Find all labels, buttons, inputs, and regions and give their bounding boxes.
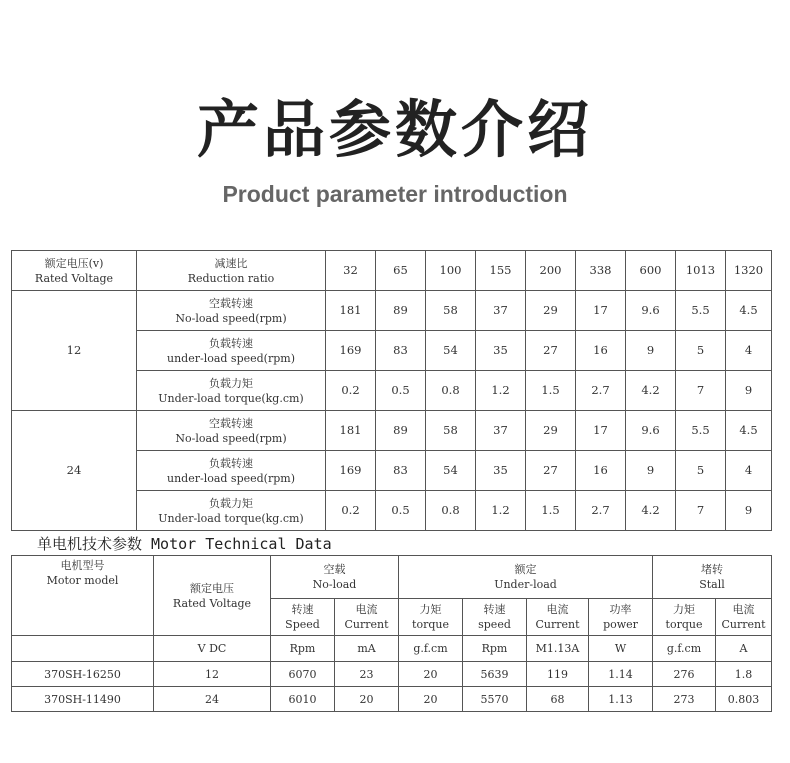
value-cell: 7 — [676, 491, 726, 531]
row-label-en: Under-load torque(kg.cm) — [158, 391, 304, 405]
value-cell: 17 — [576, 411, 626, 451]
value-cell: 29 — [526, 291, 576, 331]
value-cell: 37 — [476, 411, 526, 451]
sub-header-en: speed — [478, 618, 511, 631]
value-cell: 37 — [476, 291, 526, 331]
value-cell: 20 — [399, 687, 463, 712]
sub-header-cell — [271, 599, 335, 636]
units-row — [12, 636, 772, 662]
value-cell: 35 — [476, 331, 526, 371]
row-label-cell — [137, 411, 326, 451]
unit-cell: W — [589, 636, 653, 662]
stall-header-cell — [653, 556, 772, 599]
unit-cell: g.f.cm — [653, 636, 716, 662]
model-cell: 370SH-11490 — [12, 687, 154, 712]
sub-header-cell — [653, 599, 716, 636]
value-cell: 1.8 — [716, 662, 772, 687]
sub-header-cn: 转速 — [291, 603, 314, 616]
value-cell: 0.5 — [376, 491, 426, 531]
value-cell: 5.5 — [676, 411, 726, 451]
row-label-cn: 空载转速 — [209, 416, 253, 430]
value-cell: 9.6 — [626, 411, 676, 451]
table-header-row — [12, 251, 772, 291]
unit-cell: Rpm — [271, 636, 335, 662]
value-cell: 20 — [399, 662, 463, 687]
sub-header-en: Speed — [285, 618, 320, 631]
row-label-cell — [137, 491, 326, 531]
ratio-header-200: 200 — [526, 251, 576, 291]
sub-header-cn: 力矩 — [419, 603, 442, 616]
motor-table-body — [12, 556, 772, 712]
model-header-cell — [12, 556, 154, 636]
value-cell: 5570 — [463, 687, 527, 712]
sub-header-en: power — [603, 618, 638, 631]
sub-header-cn: 电流 — [546, 603, 569, 616]
sub-header-cell — [335, 599, 399, 636]
model-cell: 370SH-16250 — [12, 662, 154, 687]
value-cell: 16 — [576, 331, 626, 371]
value-cell: 4 — [726, 331, 772, 371]
value-cell: 1.13 — [589, 687, 653, 712]
value-cell: 27 — [526, 331, 576, 371]
header-cn: 减速比 — [214, 256, 248, 270]
unit-cell: g.f.cm — [399, 636, 463, 662]
unit-cell: V DC — [154, 636, 271, 662]
value-cell: 7 — [676, 371, 726, 411]
table-row — [12, 687, 772, 712]
sub-header-en: torque — [665, 618, 703, 631]
value-cell: 9.6 — [626, 291, 676, 331]
value-cell: 54 — [426, 451, 476, 491]
sub-header-en: Current — [535, 618, 580, 631]
value-cell: 169 — [326, 451, 376, 491]
sub-header-en: Current — [344, 618, 389, 631]
underload-header-cell — [399, 556, 653, 599]
value-cell: 0.8 — [426, 491, 476, 531]
row-label-en: No-load speed(rpm) — [175, 431, 287, 445]
reduction-ratio-table — [11, 250, 772, 531]
header-cn: 空载 — [323, 563, 346, 576]
row-label-cn: 负载转速 — [209, 336, 253, 350]
sub-header-cell — [463, 599, 527, 636]
sub-header-cn: 电流 — [355, 603, 378, 616]
row-label-cell — [137, 371, 326, 411]
sub-header-cell — [399, 599, 463, 636]
value-cell: 1.2 — [476, 491, 526, 531]
value-cell: 29 — [526, 411, 576, 451]
sub-header-cell — [716, 599, 772, 636]
ratio-header-600: 600 — [626, 251, 676, 291]
header-en: Reduction ratio — [187, 271, 275, 285]
value-cell: 58 — [426, 291, 476, 331]
value-cell: 35 — [476, 451, 526, 491]
unit-cell: mA — [335, 636, 399, 662]
units-blank-cell — [12, 636, 154, 662]
value-cell: 9 — [626, 451, 676, 491]
value-cell: 6070 — [271, 662, 335, 687]
value-cell: 0.8 — [426, 371, 476, 411]
header-cn: 额定电压 — [190, 581, 234, 595]
unit-cell: M1.13A — [527, 636, 589, 662]
sub-header-cell — [589, 599, 653, 636]
value-cell: 0.803 — [716, 687, 772, 712]
ratio-header-32: 32 — [326, 251, 376, 291]
value-cell: 4.5 — [726, 411, 772, 451]
table-row — [12, 411, 772, 451]
header-cn: 额定 — [514, 563, 537, 576]
value-cell: 24 — [154, 687, 271, 712]
ratio-header-155: 155 — [476, 251, 526, 291]
value-cell: 1.5 — [526, 491, 576, 531]
value-cell: 4.2 — [626, 491, 676, 531]
sub-header-en: torque — [412, 618, 449, 631]
voltage-header-cell — [154, 556, 271, 636]
row-label-en: No-load speed(rpm) — [175, 311, 287, 325]
row-label-cell — [137, 291, 326, 331]
noload-header-cell — [271, 556, 399, 599]
page-title-cn: 产品参数介绍 — [196, 93, 593, 166]
value-cell: 9 — [726, 371, 772, 411]
row-label-cell — [137, 331, 326, 371]
header-en: Motor model — [46, 574, 119, 587]
unit-cell: Rpm — [463, 636, 527, 662]
row-label-cn: 空载转速 — [209, 296, 253, 310]
value-cell: 273 — [653, 687, 716, 712]
value-cell: 6010 — [271, 687, 335, 712]
sub-header-cn: 力矩 — [673, 603, 695, 616]
value-cell: 181 — [326, 411, 376, 451]
value-cell: 27 — [526, 451, 576, 491]
value-cell: 119 — [527, 662, 589, 687]
table-row — [12, 291, 772, 331]
value-cell: 276 — [653, 662, 716, 687]
table-header-row — [12, 556, 772, 599]
value-cell: 68 — [527, 687, 589, 712]
page-title-en: Product parameter introduction — [222, 181, 568, 207]
value-cell: 58 — [426, 411, 476, 451]
value-cell: 1.5 — [526, 371, 576, 411]
header-cn: 堵转 — [701, 563, 723, 576]
value-cell: 1.2 — [476, 371, 526, 411]
header-en: Rated Voltage — [172, 596, 252, 610]
header-en: Stall — [699, 578, 725, 591]
reduction-table-body — [12, 251, 772, 531]
value-cell: 2.7 — [576, 371, 626, 411]
row-label-en: Under-load torque(kg.cm) — [158, 511, 304, 525]
header-cn: 额定电压(v) — [44, 256, 104, 270]
value-cell: 5 — [676, 331, 726, 371]
sub-header-cell — [527, 599, 589, 636]
sub-header-en: Current — [721, 618, 766, 631]
value-cell: 23 — [335, 662, 399, 687]
ratio-header-1320: 1320 — [726, 251, 772, 291]
voltage-cell: 24 — [12, 411, 137, 531]
motor-technical-data-table — [11, 555, 772, 712]
row-label-cell — [137, 451, 326, 491]
value-cell: 17 — [576, 291, 626, 331]
value-cell: 16 — [576, 451, 626, 491]
ratio-header-338: 338 — [576, 251, 626, 291]
ratio-header-cell — [137, 251, 326, 291]
sub-header-cn: 电流 — [732, 603, 755, 616]
unit-cell: A — [716, 636, 772, 662]
ratio-header-1013: 1013 — [676, 251, 726, 291]
value-cell: 0.2 — [326, 491, 376, 531]
value-cell: 2.7 — [576, 491, 626, 531]
value-cell: 89 — [376, 291, 426, 331]
row-label-cn: 负载力矩 — [209, 376, 253, 390]
value-cell: 9 — [626, 331, 676, 371]
value-cell: 4.2 — [626, 371, 676, 411]
value-cell: 4 — [726, 451, 772, 491]
value-cell: 83 — [376, 331, 426, 371]
header-en: No-load — [312, 578, 357, 591]
row-label-en: under-load speed(rpm) — [167, 471, 295, 485]
row-label-en: under-load speed(rpm) — [167, 351, 295, 365]
value-cell: 12 — [154, 662, 271, 687]
value-cell: 0.5 — [376, 371, 426, 411]
ratio-header-65: 65 — [376, 251, 426, 291]
sub-header-cn: 功率 — [609, 603, 632, 616]
value-cell: 20 — [335, 687, 399, 712]
value-cell: 9 — [726, 491, 772, 531]
header-en: Under-load — [494, 578, 557, 591]
value-cell: 4.5 — [726, 291, 772, 331]
ratio-header-100: 100 — [426, 251, 476, 291]
value-cell: 181 — [326, 291, 376, 331]
motor-section-title: 单电机技术参数 Motor Technical Data — [37, 535, 332, 553]
value-cell: 83 — [376, 451, 426, 491]
row-label-cn: 负载转速 — [209, 456, 253, 470]
value-cell: 5 — [676, 451, 726, 491]
voltage-cell: 12 — [12, 291, 137, 411]
sub-header-cn: 转速 — [483, 603, 506, 616]
voltage-header-cell — [12, 251, 137, 291]
value-cell: 54 — [426, 331, 476, 371]
value-cell: 0.2 — [326, 371, 376, 411]
table-row — [12, 662, 772, 687]
value-cell: 89 — [376, 411, 426, 451]
value-cell: 5.5 — [676, 291, 726, 331]
row-label-cn: 负载力矩 — [209, 496, 253, 510]
value-cell: 5639 — [463, 662, 527, 687]
header-en: Rated Voltage — [34, 271, 114, 285]
value-cell: 1.14 — [589, 662, 653, 687]
header-cn: 电机型号 — [60, 559, 105, 572]
value-cell: 169 — [326, 331, 376, 371]
